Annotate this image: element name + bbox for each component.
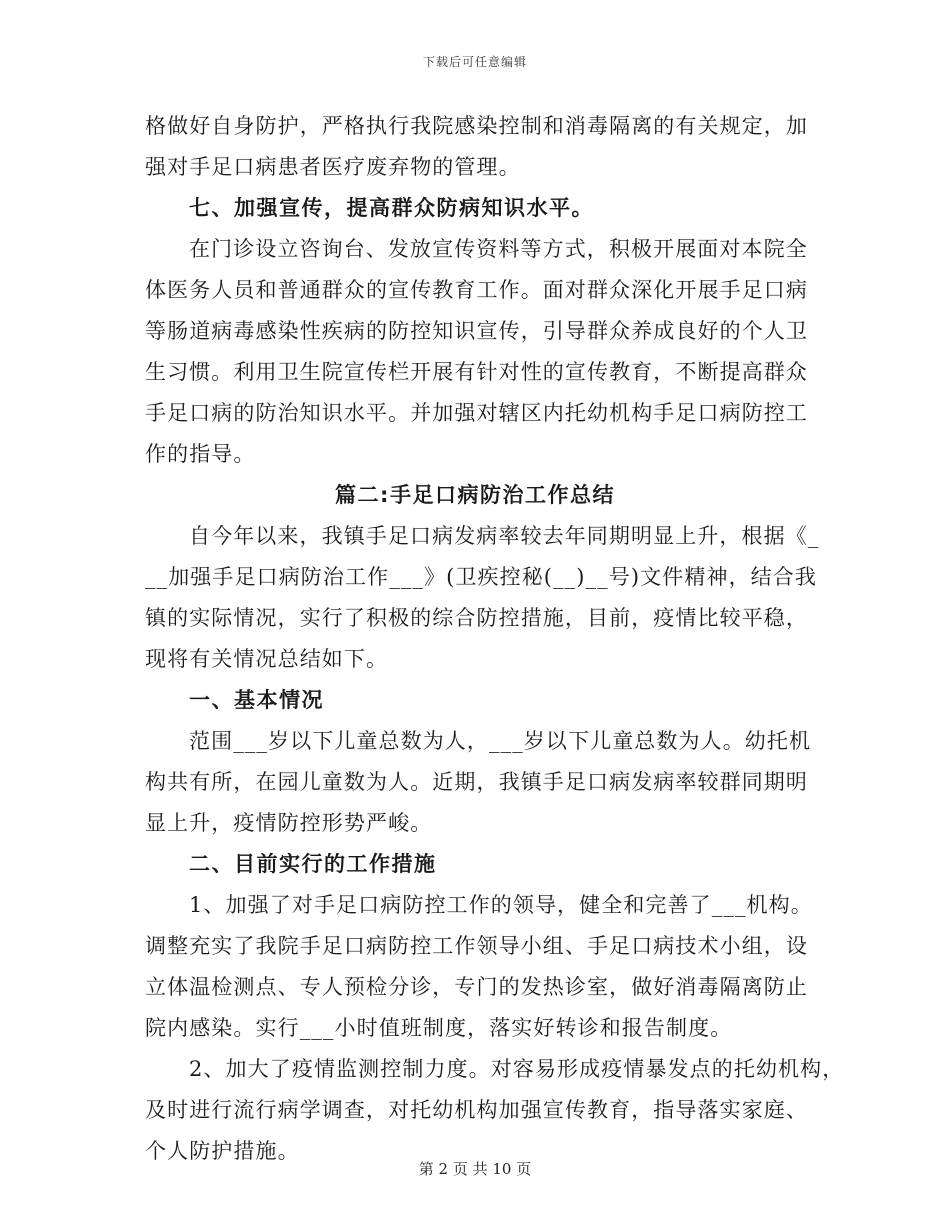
body-text-line: __加强手足口病防治工作___》(卫疾控秘(__)__号)文件精神，结合我 bbox=[145, 565, 817, 589]
body-text-line: 院内感染。实行___小时值班制度，落实好转诊和报告制度。 bbox=[145, 1016, 733, 1040]
body-text-line: 手足口病的防治知识水平。并加强对辖区内托幼机构手足口病防控工 bbox=[145, 401, 808, 425]
section-heading: 七、加强宣传，提高群众防病知识水平。 bbox=[189, 196, 594, 220]
body-text-line: 显上升，疫情防控形势严峻。 bbox=[145, 811, 433, 835]
body-text-line: 强对手足口病患者医疗废弃物的管理。 bbox=[145, 155, 521, 179]
body-text-line: 生习惯。利用卫生院宣传栏开展有针对性的宣传教育，不断提高群众 bbox=[145, 360, 808, 384]
body-text-line: 立体温检测点、专人预检分诊，专门的发热诊室，做好消毒隔离防止 bbox=[145, 975, 808, 999]
body-text-line: 自今年以来，我镇手足口病发病率较去年同期明显上升，根据《_ bbox=[189, 524, 820, 548]
body-text-line: 及时进行流行病学调查，对托幼机构加强宣传教育，指导落实家庭、 bbox=[145, 1098, 808, 1122]
section-heading: 一、基本情况 bbox=[189, 688, 324, 712]
body-text-line: 个人防护措施。 bbox=[145, 1139, 300, 1163]
body-text-line: 调整充实了我院手足口病防控工作领导小组、手足口病技术小组，设 bbox=[145, 934, 808, 958]
body-text-line: 现将有关情况总结如下。 bbox=[145, 647, 389, 671]
body-text-line: 等肠道病毒感染性疾病的防控知识宣传，引导群众养成良好的个人卫 bbox=[145, 319, 808, 343]
page-header: 下载后可任意编辑 bbox=[422, 55, 527, 69]
body-text-line: 镇的实际情况，实行了积极的综合防控措施，目前，疫情比较平稳， bbox=[145, 606, 808, 630]
document-body bbox=[145, 106, 845, 1172]
body-text-line: 1、加强了对手足口病防控工作的领导，健全和完善了___机构。 bbox=[189, 893, 813, 917]
body-text-line: 2、加大了疫情监测控制力度。对容易形成疫情暴发点的托幼机构， bbox=[189, 1057, 845, 1081]
body-text-line: 格做好自身防护，严格执行我院感染控制和消毒隔离的有关规定，加 bbox=[145, 114, 808, 138]
page-footer: 第 2 页 共 10 页 bbox=[418, 1160, 532, 1178]
body-text-line: 体医务人员和普通群众的宣传教育工作。面对群众深化开展手足口病 bbox=[145, 278, 808, 302]
body-text-line: 构共有所，在园儿童数为人。近期，我镇手足口病发病率较群同期明 bbox=[145, 770, 808, 794]
document-title: 篇二:手足口病防治工作总结 bbox=[335, 483, 615, 507]
body-text-line: 在门诊设立咨询台、发放宣传资料等方式，积极开展面对本院全 bbox=[189, 237, 808, 261]
body-text-line: 作的指导。 bbox=[145, 442, 256, 466]
body-text-line: 范围___岁以下儿童总数为人，___岁以下儿童总数为人。幼托机 bbox=[189, 729, 812, 753]
section-heading: 二、目前实行的工作措施 bbox=[189, 852, 437, 876]
